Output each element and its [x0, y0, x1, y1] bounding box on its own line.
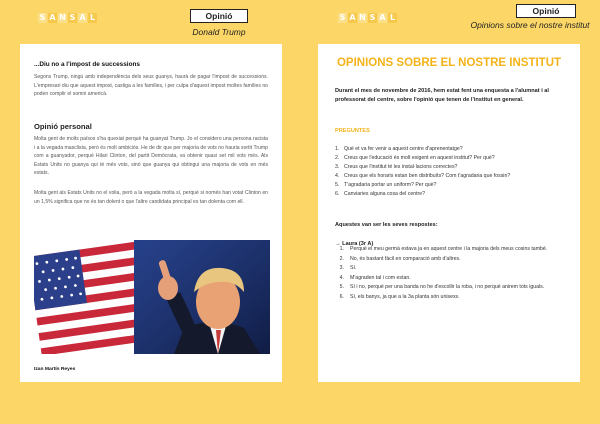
- question-number: 4.: [335, 173, 340, 179]
- logo-letter: L: [389, 13, 396, 22]
- article-intro: Durant el mes de novembre de 2016, hem estat fent una enquesta a l'alumnat i al professorat del centre, sobre l'opinió que tenen de l'institut en general.: [335, 88, 549, 104]
- question-text: Creus que l'educació és molt exigent en aquest institut? Per què?: [344, 155, 495, 161]
- logo-letter: A: [379, 13, 386, 22]
- article-title: OPINIONS SOBRE EL NOSTRE INSTITUT: [336, 57, 562, 69]
- answer-number: 5.: [339, 284, 344, 291]
- answers-list: [335, 245, 567, 303]
- question-text: Canviaries alguna cosa del centre?: [344, 191, 426, 197]
- logo-letter: L: [89, 13, 96, 22]
- question-item: [335, 181, 510, 190]
- answer-item: [335, 283, 567, 292]
- logo-letter: S: [369, 13, 376, 22]
- article-author: Izan Martín Reyes: [34, 367, 76, 372]
- question-number: 3.: [335, 164, 340, 170]
- answer-item: [335, 255, 567, 264]
- article-heading: ...Diu no a l'impost de successions: [34, 61, 140, 68]
- answer-text: Sí i no, perquè per una banda no he d'escollir la roba, i no perquè anirem tots iguals.: [350, 284, 545, 291]
- question-number: 5.: [335, 182, 340, 188]
- respondent-name: → Laura (3r A): [335, 241, 374, 247]
- answer-text: No, és bastant fàcil en comparació amb d'altres.: [350, 255, 461, 262]
- questions-label: PREGUNTES: [335, 128, 370, 134]
- logo-letter: S: [39, 13, 46, 22]
- logo-letter: N: [59, 13, 66, 22]
- logo-letter: A: [49, 13, 56, 22]
- answer-number: 4.: [339, 274, 344, 281]
- answer-item: [335, 245, 567, 254]
- answer-number: 1.: [339, 246, 344, 252]
- question-number: 6.: [335, 191, 340, 197]
- logo-letter: S: [339, 13, 346, 22]
- answer-number: 3.: [339, 265, 344, 272]
- logo-letter: A: [79, 13, 86, 22]
- question-item: [335, 154, 510, 163]
- question-item: [335, 172, 510, 181]
- article-paragraph: Segons Trump, ningú amb independència dels seus guanys, haurà de pagar l'impost de successions. L'empresari diu que aquest impost, castiga a les famílies, i per culpa d'aquest impost moltes famílies no poden complir el somni americà.: [34, 74, 268, 98]
- question-text: Creus que els horaris estan ben distribuïts? Com t'agradaria que fossin?: [344, 173, 511, 179]
- question-item: [335, 163, 510, 172]
- question-item: [335, 145, 510, 154]
- logo-letter: S: [69, 13, 76, 22]
- question-number: 1.: [335, 146, 340, 152]
- answer-text: M'agraden tal i com estan.: [350, 274, 411, 281]
- section-tag: Opinió: [516, 4, 576, 18]
- answer-item: [335, 264, 567, 273]
- logo-letter: N: [359, 13, 366, 22]
- answer-text: Sí, els banys, ja que a la 3a planta són unisexs.: [350, 293, 460, 300]
- questions-list: [335, 145, 510, 199]
- newspaper-logo: [38, 11, 97, 25]
- left-page: [20, 44, 282, 382]
- answer-number: 2.: [339, 255, 344, 262]
- trump-flag-photo: [34, 236, 270, 354]
- answer-text: Perquè el meu germà estava ja en aquest centre i la majoria dels meus cosins també.: [350, 246, 548, 252]
- answer-number: 6.: [339, 293, 344, 300]
- section-subtitle: Donald Trump: [192, 27, 246, 37]
- answer-text: Sí.: [350, 265, 357, 272]
- section-subtitle: Opinions sobre el nostre institut: [470, 20, 590, 30]
- question-text: Què et va fer venir a aquest centre d'aprenentatge?: [344, 146, 463, 152]
- opinion-paragraph: Molta gent als Estats Units no el volia, però a la vegada molta sí, perquè si només han votat Clinton en un 1,5% significa que no és tan dolent o que l'altre candidata principal es tan dolenta com ell.: [34, 190, 268, 205]
- answer-item: [335, 274, 567, 283]
- question-text: T'agradaria portar un uniform? Per què?: [344, 182, 437, 188]
- answer-item: [335, 293, 567, 302]
- question-number: 2.: [335, 155, 340, 161]
- section-tag: Opinió: [190, 9, 248, 23]
- opinion-heading: Opinió personal: [34, 122, 92, 131]
- opinion-paragraph: Molta gent de molts països s'ha quexiat perquè ha guanyat Trump. Jo el considero una persona racista i a la vegada masclista, però és molt ambiciós. He de dir que per majoria de vots no hauria sortit Trump com a guanyador, perquè Hilari Clinton, del partit Demòcrata, va obtenir quasi set mil vots més. Als Estats Units no guanya qui té més vots, sinó que guanya qui obtingui una majoria de vots en més estats.: [34, 136, 268, 177]
- right-page: [318, 44, 580, 382]
- logo-letter: A: [349, 13, 356, 22]
- question-item: [335, 190, 510, 199]
- newspaper-logo: [338, 11, 397, 25]
- answers-intro: Aquestes van ser les seves respostes:: [335, 222, 438, 228]
- question-text: Creus que l'institut té les instal·lacions correctes?: [344, 164, 458, 170]
